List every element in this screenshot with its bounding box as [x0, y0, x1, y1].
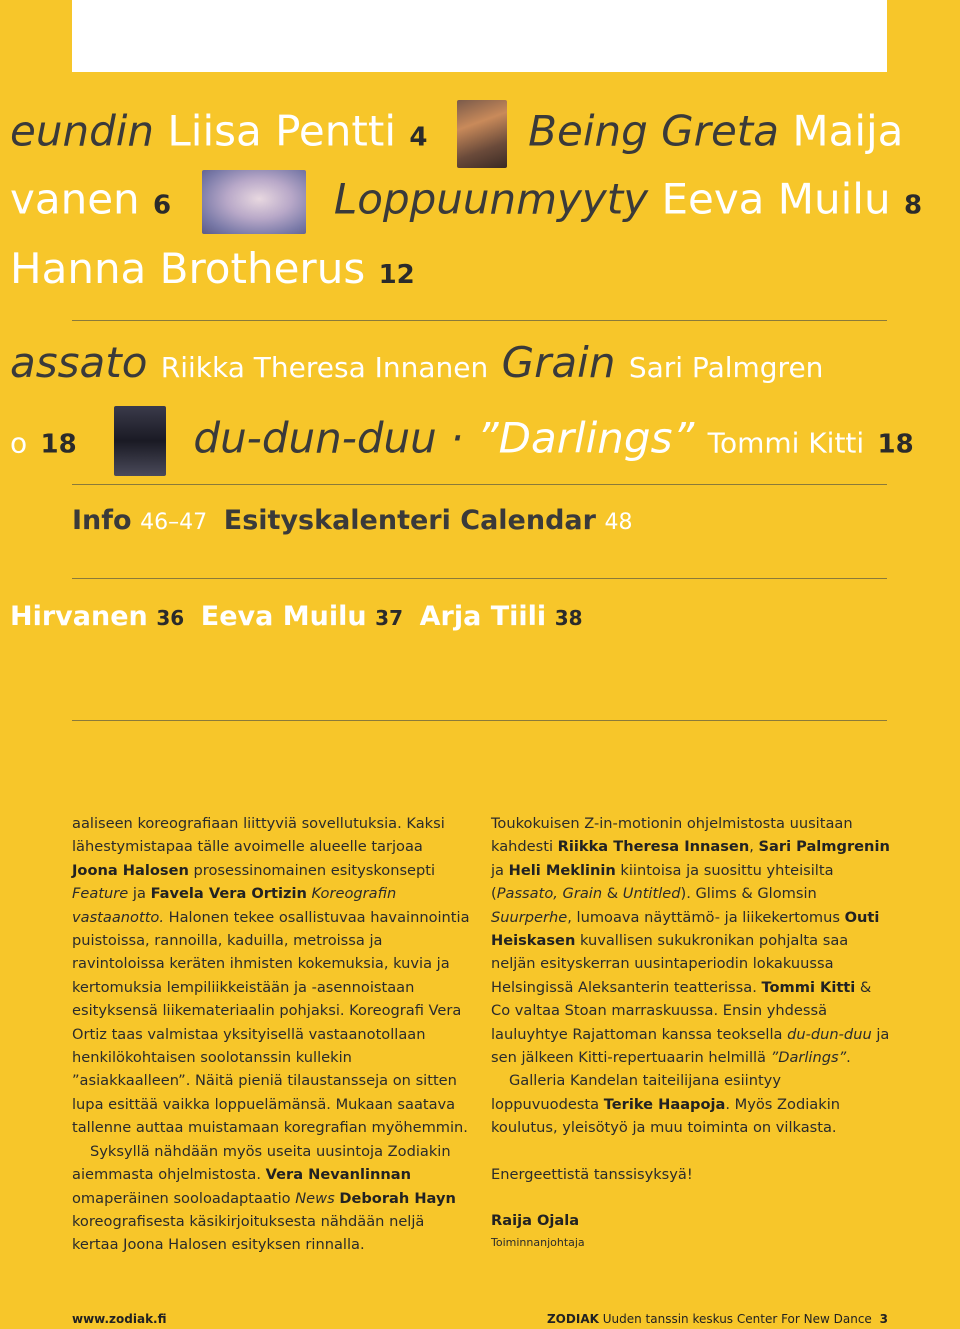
toc-page: 6 — [153, 190, 172, 221]
footer-org — [547, 1312, 888, 1326]
toc-page: 48 — [604, 510, 633, 535]
toc-page: 4 — [409, 122, 428, 153]
toc-label: Info — [72, 505, 132, 536]
toc-author: Tommi Kitti — [707, 426, 865, 460]
toc-row-6 — [72, 504, 633, 540]
name-bold: Vera Nevanlinnan — [265, 1166, 412, 1184]
name-bold: Sari Palmgrenin — [758, 838, 890, 856]
toc-page: 37 — [375, 606, 404, 630]
signature-name-text: Raija Ojala — [491, 1212, 580, 1230]
toc-row-4 — [10, 338, 823, 393]
work-title: ”Darlings” — [770, 1049, 847, 1067]
signature-name — [491, 1209, 891, 1232]
text: omaperäinen sooloadaptaatio — [72, 1189, 296, 1207]
toc-row-5 — [10, 406, 914, 476]
text: kuvallisen sukukronikan pohjalta saa neljän esityskerran uusintaperiodin lokakuussa Helsingissä Aleksanterin teatterissa. — [491, 932, 849, 996]
toc-title: assato — [10, 338, 148, 387]
toc-author: Eeva Muilu — [200, 601, 367, 632]
footer-org-desc: Uuden tanssin keskus Center For New Dance — [602, 1312, 872, 1326]
text: aaliseen koreografiaan liittyviä sovellutuksia. Kaksi lähestymistapaa tälle avoimelle alueelle tarjoaa — [72, 815, 445, 856]
toc-author: Eeva Muilu — [661, 174, 891, 224]
footer-url[interactable]: www.zodiak.fi — [72, 1312, 167, 1326]
text: kiintoisa ja suosittu yhteisilta ( — [491, 861, 834, 903]
text: , — [749, 838, 759, 856]
closing-line: Energeettistä tanssisyksyä! — [491, 1165, 693, 1183]
text: & — [602, 885, 623, 903]
toc-title: Being Greta — [528, 106, 779, 156]
toc-title: eundin — [10, 106, 155, 156]
toc-row-7 — [10, 600, 583, 635]
work-title: News — [295, 1189, 335, 1207]
toc-author: Arja Tiili — [419, 601, 547, 632]
name-bold: Riikka Theresa Innasen — [557, 838, 750, 856]
toc-title: ”Darlings” — [476, 413, 695, 463]
text: ja — [491, 861, 509, 879]
toc-title: Loppuunmyyty — [333, 174, 649, 224]
being-greta-photo — [457, 100, 507, 168]
text: Halonen tekee osallistuvaa havainnointia puistoissa, rannoilla, kaduilla, metroissa ja ravintoloissa keräten ihmisten kokemuksia, kuvia ja kertomuksia lempiliikkeistään ja -asennoistaan esityksensä liikemateriaalin pohjaksi. Koreografi Vera Ortiz taas valmistaa yksityisellä vastaanotollaan henkilökohtaisen soolotanssin kullekin ”asiakkaalleen”. Näitä pieniä tilaustansseja on sitten lupa esittää vaikka loppuelämänsä. Mukaan saatava tallenne auttaa muistamaan koregrafian myöhemmin. — [72, 908, 470, 1137]
toc-author: vanen — [10, 174, 140, 224]
paragraph — [72, 812, 472, 1140]
paragraph — [72, 1140, 472, 1257]
toc-author: Maija — [792, 106, 904, 156]
toc-author: Riikka Theresa Innanen — [160, 351, 489, 384]
signature-title: Toiminnanjohtaja — [491, 1235, 585, 1249]
text: koreografisesta käsikirjoituksesta nähdään neljä kertaa Joona Halosen esityksen rinnalla. — [72, 1212, 425, 1254]
top-white-panel — [72, 0, 887, 72]
toc-page: 38 — [554, 606, 583, 630]
toc-title: du-dun-duu · — [193, 413, 464, 463]
text: Toukokuisen Z-in-motionin ohjelmistosta uusitaan kahdesti — [491, 815, 853, 856]
toc-page: 18 — [40, 429, 77, 460]
work-title: Feature — [72, 885, 129, 903]
name-bold: Terike Haapoja — [603, 1095, 726, 1113]
work-title: du-dun-duu — [787, 1025, 872, 1043]
divider — [72, 484, 887, 485]
text: ). Glims & Glomsin — [680, 885, 817, 903]
toc-author: Hirvanen — [10, 601, 148, 632]
divider — [72, 320, 887, 321]
divider — [72, 720, 887, 721]
toc-page: 12 — [378, 260, 415, 290]
name-bold: Favela Vera Ortizin — [150, 885, 307, 903]
toc-label: Esityskalenteri Calendar — [223, 505, 596, 536]
toc-row-2 — [10, 170, 922, 234]
text: . — [846, 1049, 851, 1067]
text: Syksyllä nähdään myös useita uusintoja Zodiakin aiemmasta ohjelmistosta. — [72, 1142, 451, 1184]
text: prosessinomainen esityskonsepti — [188, 861, 436, 879]
toc-page: 36 — [156, 606, 185, 630]
footer-org-name: ZODIAK — [546, 1312, 599, 1326]
work-title: Passato, Grain — [496, 885, 603, 903]
text: . Myös Zodiakin koulutus, yleisötyö ja muu toiminta on vilkasta. — [491, 1095, 840, 1137]
name-bold: Heli Meklinin — [508, 861, 616, 879]
work-title: Suurperhe — [491, 908, 568, 926]
name-bold: Deborah Hayn — [339, 1189, 456, 1207]
toc-author: Hanna Brotherus — [10, 244, 366, 293]
toc-row-3 — [10, 244, 415, 300]
paragraph — [491, 1069, 891, 1139]
du-dun-duu-photo — [114, 406, 166, 476]
toc-page: 8 — [903, 190, 923, 221]
work-title: Untitled — [622, 885, 681, 903]
toc-page: 46–47 — [140, 510, 208, 535]
work-title: Koreografin vastaanotto. — [72, 885, 397, 926]
text: ja — [128, 885, 151, 903]
paragraph — [491, 812, 891, 1069]
toc-page: 18 — [877, 429, 914, 460]
toc-author: Sari Palmgren — [628, 351, 824, 384]
divider — [72, 578, 887, 579]
toc-author: o — [10, 426, 28, 460]
body-column-left — [72, 812, 472, 1257]
name-bold: Tommi Kitti — [761, 978, 856, 996]
name-bold: Outi Heiskasen — [491, 908, 880, 950]
name-bold: Joona Halosen — [72, 861, 189, 879]
loppuunmyyty-photo — [202, 170, 306, 234]
text: ja sen jälkeen Kitti-repertuaarin helmillä — [491, 1025, 890, 1067]
toc-author: Liisa Pentti — [167, 106, 396, 156]
body-column-right — [491, 812, 891, 1251]
page-number: 3 — [879, 1312, 888, 1326]
text: & Co valtaa Stoan marraskuussa. Ensin yhdessä lauluyhtye Rajattoman kanssa teoksella — [491, 978, 872, 1043]
toc-row-1 — [10, 100, 903, 168]
toc-title: Grain — [501, 338, 616, 387]
text: Galleria Kandelan taiteilijana esiintyy loppuvuodesta — [491, 1072, 781, 1113]
text: , lumoava näyttämö- ja liikekertomus — [567, 908, 845, 926]
